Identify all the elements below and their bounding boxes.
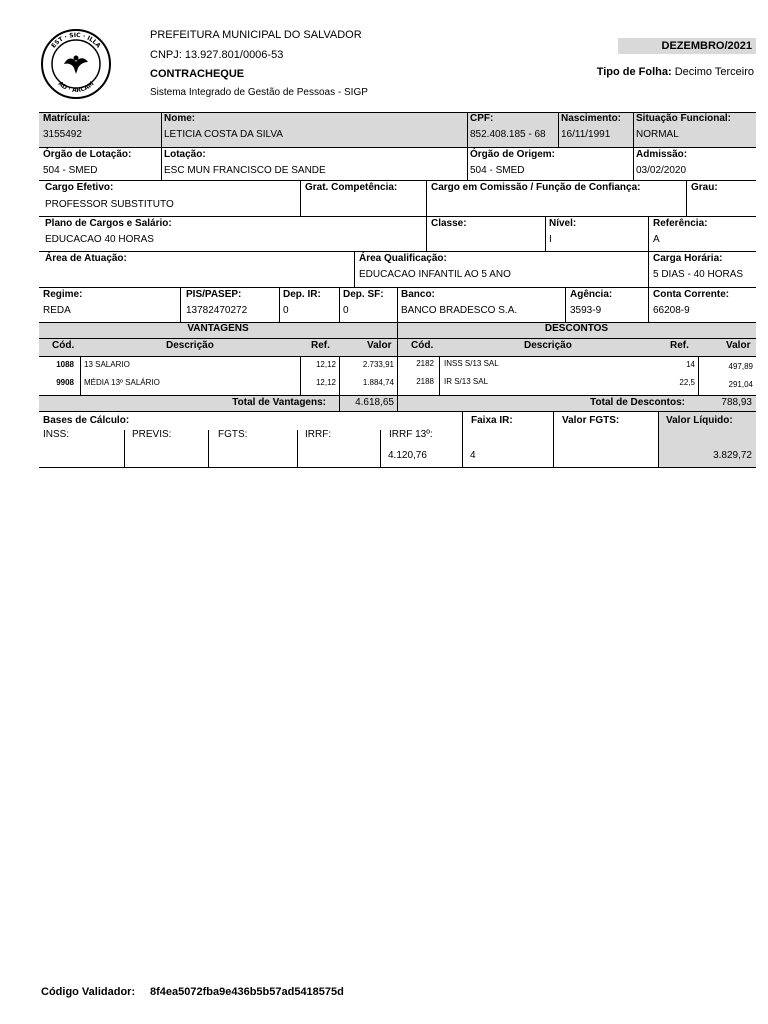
vant-row-desc: MÉDIA 13º SALÁRIO xyxy=(84,378,160,387)
codigo-validador-label: Código Validador: xyxy=(41,986,136,998)
tipo-folha-label: Tipo de Folha: xyxy=(596,66,672,78)
vant-col-cod: Cód. xyxy=(52,340,75,351)
valor-fgts-label: Valor FGTS: xyxy=(562,415,620,426)
total-descontos-value: 788,93 xyxy=(721,397,752,408)
grau-label: Grau: xyxy=(691,182,718,193)
vant-row-valor: 1.884,74 xyxy=(362,378,394,387)
matricula-label: Matrícula: xyxy=(43,113,91,124)
desc-col-valor: Valor xyxy=(726,340,751,351)
depsf-label: Dep. SF: xyxy=(343,289,384,300)
nivel-value: I xyxy=(549,234,552,245)
irrf-label: IRRF: xyxy=(305,429,332,440)
matricula-value: 3155492 xyxy=(43,129,82,140)
plano-label: Plano de Cargos e Salário: xyxy=(45,218,172,229)
vant-row-cod: 1088 xyxy=(56,360,74,369)
cpf-label: CPF: xyxy=(470,113,494,124)
codigo-validador-value: 8f4ea5072fba9e436b5b57ad5418575d xyxy=(150,986,344,998)
referencia-label: Referência: xyxy=(653,218,708,229)
vant-col-desc: Descrição xyxy=(166,340,214,351)
nivel-label: Nível: xyxy=(549,218,577,229)
desc-row-valor: 497,89 xyxy=(728,362,753,371)
nome-label: Nome: xyxy=(164,113,196,124)
org-name: PREFEITURA MUNICIPAL DO SALVADOR xyxy=(150,29,362,41)
area-atuacao-label: Área de Atuação: xyxy=(45,253,127,264)
faixa-label: Faixa IR: xyxy=(471,415,513,426)
month-badge: DEZEMBRO/2021 xyxy=(618,38,756,54)
total-vantagens-label: Total de Vantagens: xyxy=(232,397,326,408)
irrf13-value: 4.120,76 xyxy=(388,450,427,461)
agencia-value: 3593-9 xyxy=(570,305,602,316)
area-qualif-label: Área Qualificação: xyxy=(359,253,447,264)
carga-label: Carga Horária: xyxy=(653,253,723,264)
vant-col-valor: Valor xyxy=(367,340,392,351)
tipo-folha xyxy=(597,66,754,78)
inss-label: INSS: xyxy=(43,429,70,440)
classe-label: Classe: xyxy=(431,218,467,229)
cargo-label: Cargo Efetivo: xyxy=(45,182,114,193)
situacao-value: NORMAL xyxy=(636,129,679,140)
orgao-lotacao-value: 504 - SMED xyxy=(43,165,98,176)
desc-row-valor: 291,04 xyxy=(728,380,753,389)
carga-value: 5 DIAS - 40 HORAS xyxy=(653,269,744,280)
svg-text:AD · ARCAM: AD · ARCAM xyxy=(56,80,96,95)
referencia-value: A xyxy=(653,234,660,245)
desc-row-ref: 22,5 xyxy=(679,378,695,387)
vant-col-ref: Ref. xyxy=(311,340,330,351)
desc-row-cod: 2188 xyxy=(416,377,434,386)
faixa-value: 4 xyxy=(470,450,476,461)
area-qualif-value: EDUCACAO INFANTIL AO 5 ANO xyxy=(359,269,511,280)
vantagens-title: VANTAGENS xyxy=(187,323,249,334)
lotacao-value: ESC MUN FRANCISCO DE SANDE xyxy=(164,165,326,176)
fgts-label: FGTS: xyxy=(218,429,248,440)
liquido-label: Valor Líquido: xyxy=(666,415,733,426)
vant-row-cod: 9908 xyxy=(56,378,74,387)
total-vantagens-value: 4.618,65 xyxy=(355,397,394,408)
nascimento-label: Nascimento: xyxy=(561,113,622,124)
lotacao-label: Lotação: xyxy=(164,149,206,160)
admissao-value: 03/02/2020 xyxy=(636,165,687,176)
vant-row-desc: 13 SALARIO xyxy=(84,360,130,369)
grat-label: Grat. Competência: xyxy=(305,182,398,193)
depir-label: Dep. IR: xyxy=(283,289,321,300)
desc-row-cod: 2182 xyxy=(416,359,434,368)
cargo-value: PROFESSOR SUBSTITUTO xyxy=(45,199,174,210)
vant-row-ref: 12,12 xyxy=(315,360,336,369)
city-seal-logo xyxy=(40,28,112,100)
banco-value: BANCO BRADESCO S.A. xyxy=(401,305,518,316)
conta-value: 66208-9 xyxy=(653,305,690,316)
orgao-origem-label: Órgão de Origem: xyxy=(470,149,556,160)
agencia-label: Agência: xyxy=(570,289,613,300)
descontos-title: DESCONTOS xyxy=(544,323,609,334)
bases-label: Bases de Cálculo: xyxy=(43,415,130,426)
desc-row-desc: IR S/13 SAL xyxy=(444,377,489,386)
pis-value: 13782470272 xyxy=(186,305,248,316)
pis-label: PIS/PASEP: xyxy=(186,289,242,300)
irrf13-label: IRRF 13º: xyxy=(389,429,433,440)
comissao-label: Cargo em Comissão / Função de Confiança: xyxy=(431,182,641,193)
vant-row-ref: 12,12 xyxy=(315,378,336,387)
nascimento-value: 16/11/1991 xyxy=(561,129,611,140)
nome-value: LETICIA COSTA DA SILVA xyxy=(164,129,283,140)
cnpj: CNPJ: 13.927.801/0006-53 xyxy=(150,49,284,61)
banco-label: Banco: xyxy=(401,289,435,300)
doc-title: CONTRACHEQUE xyxy=(150,68,245,80)
plano-value: EDUCACAO 40 HORAS xyxy=(45,234,154,245)
tipo-folha-value: Decimo Terceiro xyxy=(674,66,754,78)
admissao-label: Admissão: xyxy=(636,149,688,160)
desc-row-desc: INSS S/13 SAL xyxy=(444,359,499,368)
desc-row-ref: 14 xyxy=(686,360,695,369)
regime-label: Regime: xyxy=(43,289,83,300)
previs-label: PREVIS: xyxy=(132,429,172,440)
regime-value: REDA xyxy=(43,305,71,316)
desc-col-ref: Ref. xyxy=(670,340,689,351)
conta-label: Conta Corrente: xyxy=(653,289,730,300)
desc-col-desc: Descrição xyxy=(524,340,572,351)
svg-text:EST · SIC · ILLA: EST · SIC · ILLA xyxy=(50,31,102,50)
desc-col-cod: Cód. xyxy=(411,340,434,351)
orgao-lotacao-label: Órgão de Lotação: xyxy=(43,149,132,160)
cpf-value: 852.408.185 - 68 xyxy=(470,129,546,140)
depsf-value: 0 xyxy=(343,305,349,316)
situacao-label: Situação Funcional: xyxy=(636,113,732,124)
depir-value: 0 xyxy=(283,305,289,316)
liquido-value: 3.829,72 xyxy=(713,450,752,461)
system-name: Sistema Integrado de Gestão de Pessoas - SIGP xyxy=(150,87,368,98)
orgao-origem-value: 504 - SMED xyxy=(470,165,525,176)
total-descontos-label: Total de Descontos: xyxy=(590,397,685,408)
vant-row-valor: 2.733,91 xyxy=(362,360,394,369)
